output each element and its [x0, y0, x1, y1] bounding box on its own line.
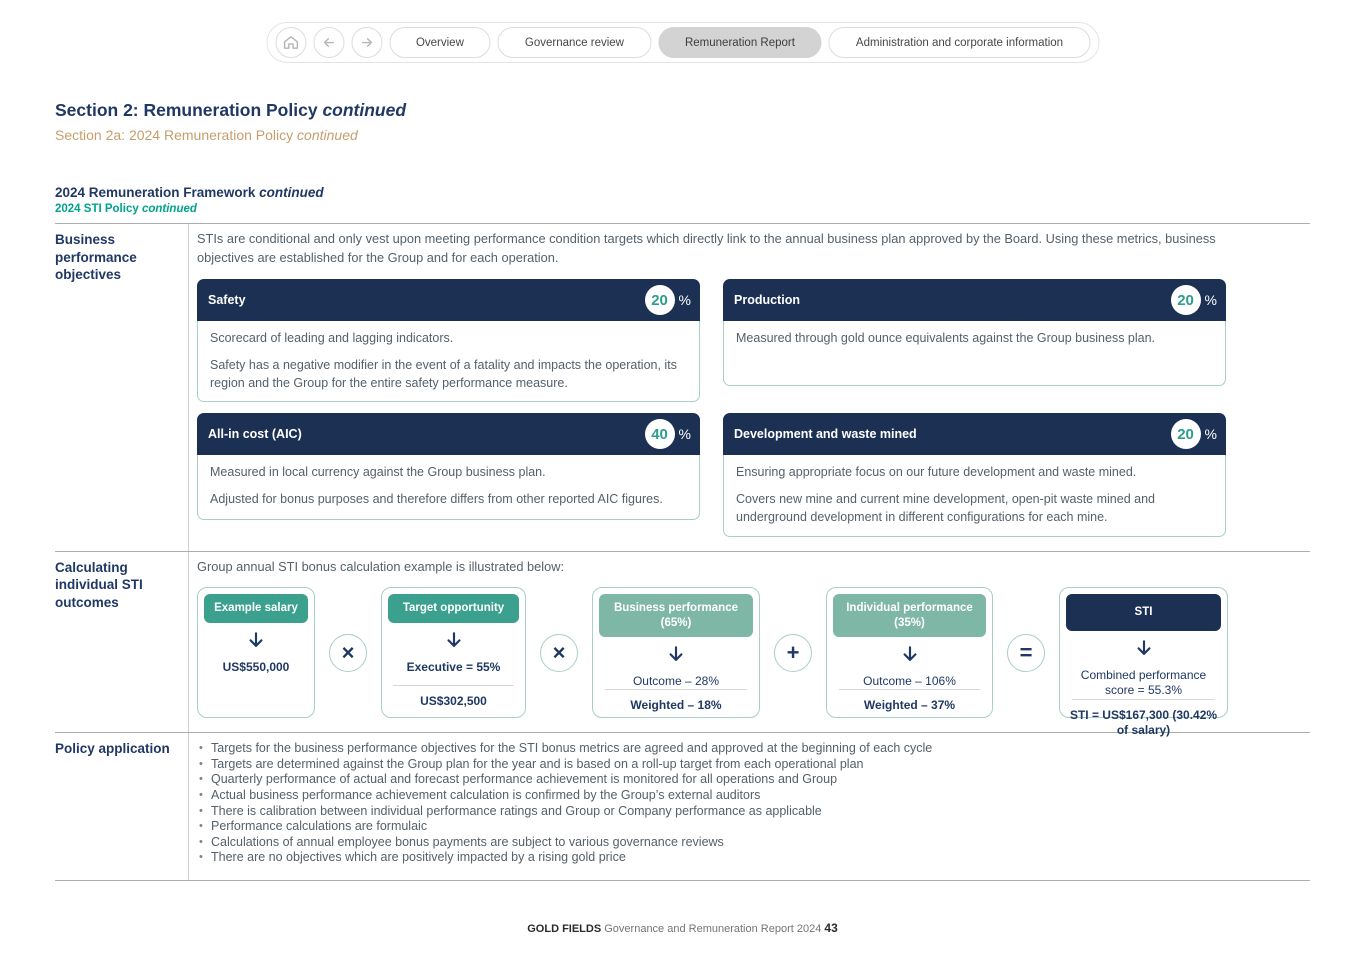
metric-paragraph: Safety has a negative modifier in the event of a fatality and impacts the operation, its region and the Group for the entire safety performance measure. [210, 357, 677, 390]
metric-paragraph: Scorecard of leading and lagging indicators. [210, 331, 454, 346]
step-value: Combined performance score = 55.3% [1080, 667, 1207, 698]
step-divider [839, 689, 980, 690]
arrow-down-icon [246, 630, 266, 655]
step-header: Example salary [204, 594, 308, 622]
remuneration-policy-table [55, 223, 1310, 881]
page-footer [0, 921, 1365, 935]
row-policy-application [55, 733, 1310, 881]
metric-paragraph: Measured in local currency against the Group business plan. [210, 465, 546, 480]
step-result: STI = US$167,300 (30.42% of salary) [1069, 707, 1218, 738]
metric-card-safety [197, 279, 700, 402]
framework-heading [55, 185, 1310, 200]
row-label: Policy application [55, 741, 170, 757]
step-value: Outcome – 106% [863, 673, 956, 688]
calc-step-sti-result [1059, 587, 1228, 738]
policy-bullet: • Calculations of annual employee bonus payments are subject to various governance reviews [197, 835, 1310, 851]
tab-administration[interactable]: Administration and corporate information [829, 27, 1090, 58]
arrow-down-icon [444, 630, 464, 655]
page-title-text: Section 2: Remuneration Policy [55, 100, 318, 120]
step-header: STI [1066, 594, 1221, 630]
metric-title: All-in cost (AIC) [208, 427, 302, 442]
business-intro-text: STIs are conditional and only vest upon meeting performance condition targets which directly link to the annual business plan approved by the Board. Using these metrics, business objectives are established for the Group and for each operation. [197, 231, 1216, 265]
metric-card-aic [197, 413, 700, 536]
percent-sign: % [1204, 426, 1217, 443]
equals-operator: = [1007, 634, 1045, 672]
metric-weight-badge [645, 419, 691, 449]
arrow-left-icon [321, 35, 336, 50]
arrow-down-icon [1134, 638, 1154, 663]
arrow-down-icon [666, 644, 686, 669]
calculation-intro-text: Group annual STI bonus calculation example is illustrated below: [197, 558, 565, 574]
metric-weight-badge [1171, 285, 1217, 315]
row-business-performance [55, 224, 1310, 552]
policy-bullet: • There are no objectives which are positively impacted by a rising gold price [197, 850, 1310, 866]
back-button[interactable] [313, 27, 344, 58]
page-subtitle [55, 127, 1310, 143]
step-divider [605, 689, 747, 690]
step-value: Outcome – 28% [632, 673, 720, 688]
step-header: Target opportunity [388, 594, 519, 622]
top-navigation [266, 22, 1099, 63]
sti-policy-heading-text: 2024 STI Policy [55, 203, 139, 215]
metric-paragraph: Covers new mine and current mine development, open-pit waste mined and underground development in different configurations for each mine. [736, 492, 1155, 524]
arrow-down-icon [900, 644, 920, 669]
plus-operator: + [774, 634, 812, 672]
home-icon [282, 34, 299, 51]
step-value: US$550,000 [222, 659, 290, 674]
forward-button[interactable] [351, 27, 382, 58]
metric-card-production [723, 279, 1226, 402]
metric-cards-grid [197, 279, 1310, 537]
page-title [55, 100, 1310, 121]
policy-bullet: • There is calibration between individual performance ratings and Group or Company performance as applicable [197, 804, 1310, 820]
metric-title: Development and waste mined [734, 427, 917, 442]
weight-value: 20 [1171, 285, 1201, 315]
footer-report-title: Governance and Remuneration Report 2024 [604, 923, 822, 935]
step-header: Individual performance (35%) [833, 594, 986, 637]
step-result: Weighted – 37% [863, 698, 956, 713]
step-header: Business performance (65%) [599, 594, 753, 637]
tab-overview[interactable]: Overview [389, 27, 491, 58]
home-button[interactable] [275, 27, 306, 58]
metric-paragraph: Measured through gold ounce equivalents against the Group business plan. [736, 331, 1156, 346]
page-subtitle-text: Section 2a: 2024 Remuneration Policy [55, 127, 294, 143]
sti-calculation-flow [197, 587, 1310, 738]
metric-paragraph: Ensuring appropriate focus on our future development and waste mined. [736, 465, 1137, 480]
policy-bullet: • Targets for the business performance objectives for the STI bonus metrics are agreed and approved at the beginning of each cycle [197, 741, 1310, 757]
metric-paragraph: Adjusted for bonus purposes and therefore differs from other reported AIC figures. [210, 492, 663, 507]
policy-bullet: • Targets are determined against the Group plan for the year and is based on a roll-up target from each operational plan [197, 757, 1310, 773]
metric-weight-badge [1171, 419, 1217, 449]
row-label: Business performance objectives [55, 232, 137, 283]
footer-page-number: 43 [824, 921, 838, 935]
percent-sign: % [1204, 292, 1217, 309]
policy-bullet: • Quarterly performance of actual and forecast performance achievement is monitored for all operations and Group [197, 772, 1310, 788]
footer-brand: GOLD FIELDS [527, 923, 602, 935]
calc-step-individual-performance [826, 587, 993, 718]
weight-value: 20 [645, 285, 675, 315]
framework-heading-text: 2024 Remuneration Framework [55, 185, 256, 200]
calc-step-target-opportunity [381, 587, 526, 718]
page-title-suffix: continued [322, 100, 407, 120]
tab-governance-review[interactable]: Governance review [498, 27, 651, 58]
metric-title: Safety [208, 293, 246, 308]
calc-step-business-performance [592, 587, 760, 718]
page-subtitle-suffix: continued [297, 127, 358, 143]
sti-policy-heading-suffix: continued [141, 203, 197, 215]
framework-heading-suffix: continued [259, 185, 324, 200]
arrow-right-icon [359, 35, 374, 50]
sti-policy-heading [55, 203, 1310, 215]
tab-remuneration-report[interactable]: Remuneration Report [658, 27, 822, 58]
policy-bullet-list [197, 741, 1310, 866]
step-divider [1072, 699, 1215, 700]
step-result: Weighted – 18% [630, 698, 722, 713]
row-label: Calculating individual STI outcomes [55, 559, 143, 610]
step-value: Executive = 55% [406, 659, 501, 674]
metric-weight-badge [645, 285, 691, 315]
percent-sign: % [678, 292, 691, 309]
metric-card-development [723, 413, 1226, 536]
calc-step-example-salary [197, 587, 315, 718]
policy-bullet: • Actual business performance achievement calculation is confirmed by the Group’s external auditors [197, 788, 1310, 804]
weight-value: 20 [1171, 419, 1201, 449]
multiply-operator: × [329, 634, 367, 672]
step-divider [393, 685, 514, 686]
step-result: US$302,500 [420, 693, 487, 708]
row-calculating-sti [55, 552, 1310, 738]
metric-title: Production [734, 293, 800, 308]
multiply-operator: × [540, 634, 578, 672]
policy-bullet: • Performance calculations are formulaic [197, 819, 1310, 835]
weight-value: 40 [645, 419, 675, 449]
percent-sign: % [678, 426, 691, 443]
